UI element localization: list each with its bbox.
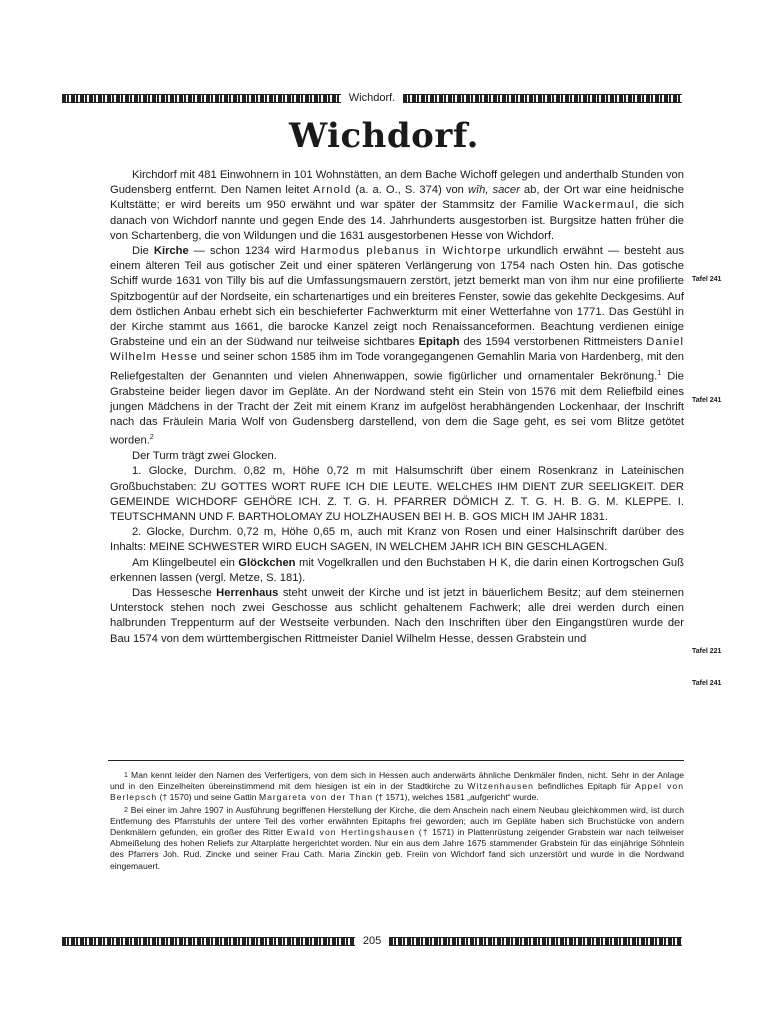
text-run: Das Hessesche bbox=[132, 586, 217, 599]
text-run: († 1571), welches 1581 „aufgericht“ wurde. bbox=[373, 792, 539, 803]
emphasized-text: Glöckchen bbox=[238, 556, 296, 569]
page-number: 205 bbox=[362, 935, 382, 947]
text-run: Die Grabsteine beider liegen davor im Gepläte. An der Nordwand steht ein Stein von 1576 mit dem Reliefbild eines jungen Mädchens in der Tracht der Zeit mit einem Kranz im aufgelöst herabhängenden Lockenhaar, der Inschrift nach das Fräulein Maria Wolf von Gudensberg darstellend, von dem die Sage geht, es sei vom Blitze getötet worden. bbox=[110, 370, 684, 447]
paragraph bbox=[110, 449, 684, 464]
emphasized-text: wîh, sacer bbox=[467, 184, 520, 197]
margin-note-plate-4: Tafel 241 bbox=[692, 680, 722, 687]
page-title: Wichdorf. bbox=[288, 116, 480, 156]
emphasized-text: Herrenhaus bbox=[216, 586, 279, 599]
text-run: steht unweit der Kirche und ist jetzt in bäuerlichem Besitz; auf dem steinernen Unterstock stehen noch zwei Geschosse aus schlicht gehaltenem Fachwerk; alle drei werden durch einen halbrunden Treppenturm auf der Westseite verbunden. Nach den Inschriften über den Eingangstüren wurde der Bau 1574 von dem württembergischen Rittmeister Daniel Wilhelm Hesse, dessen Grabstein und bbox=[110, 586, 684, 645]
emphasized-text: Epitaph bbox=[418, 336, 460, 349]
right-ornament bbox=[403, 94, 682, 103]
right-ornament bbox=[389, 937, 682, 946]
text-run: des 1594 verstorbenen Rittmeisters bbox=[459, 336, 647, 349]
footnote-divider bbox=[108, 760, 684, 761]
emphasized-text: Margareta von der Than bbox=[258, 792, 374, 803]
text-run: , die sich danach von Wichdorf nannte und gegen Ende des 14. Jahrhunderts ausgestorben ist. Burgsitze hatten früher die von Schartenberg, die von Wildungen und die 1631 ausgestorbenen Hesse von Wichdorf. bbox=[110, 199, 684, 242]
footnote-reference: 2 bbox=[149, 434, 154, 442]
text-run: Kirchdorf mit 481 Einwohnern in 101 Wohnstätten, an dem Bache Wichoff gelegen und anderthalb Stunden von Gudensberg entfernt. Den Namen leitet bbox=[110, 169, 684, 197]
margin-note-plate-2: Tafel 241 bbox=[692, 397, 722, 404]
text-run: Der Turm trägt zwei Glocken. bbox=[132, 450, 277, 463]
paragraph bbox=[110, 525, 684, 555]
emphasized-text: Appel von Berlepsch bbox=[110, 781, 684, 803]
paragraph bbox=[110, 244, 684, 449]
text-run: 1. Glocke, Durchm. 0,82 m, Höhe 0,72 m mit Halsumschrift über einem Rosenkranz in Lateinischen Großbuchstaben: ZU GOTTES WORT RUFE ICH DIE LEUTE. WELCHES IHM DIENT ZUR SEELIGKEIT. DER GEMEINDE WICHDORF GEHÖRE ICH. Z. T. G. H. PFARRER DÖMICH Z. T. G. H. B. G. M. KLEPPE. I. TEUTSCHMANN UND F. BARTHOLOMAY ZU HOLZHAUSEN BEI H. B. GOS MICH IM JAHR 1831. bbox=[110, 465, 684, 523]
paragraph bbox=[110, 464, 684, 525]
emphasized-text: Daniel Wilhelm Hesse bbox=[110, 336, 684, 364]
text-run: Die bbox=[132, 245, 154, 258]
margin-note-plate-3: Tafel 221 bbox=[692, 648, 722, 655]
footnote-mark: 2 bbox=[124, 806, 128, 814]
paragraph bbox=[110, 556, 684, 586]
text-run: mit Vogelkrallen und den Buchstaben H K, die darin einen Kortrogschen Guß erkennen lassen (vergl. Metze, S. 181). bbox=[110, 556, 684, 584]
footnote-reference: 1 bbox=[657, 369, 662, 377]
text-run: und seiner schon 1585 ihm im Tode vorangegangenen Gemahlin Maria von Hardenberg, mit den Reliefgestalten der Genannten und vielen Ahnenwappen, sowie figürlicher und ornamentaler Bekrönung. bbox=[110, 351, 684, 383]
left-ornament bbox=[62, 94, 341, 103]
left-ornament bbox=[62, 937, 355, 946]
footnote bbox=[110, 770, 684, 804]
footnotes bbox=[110, 770, 684, 873]
footnote-mark: 1 bbox=[124, 772, 128, 779]
emphasized-text: Witzenhausen bbox=[467, 781, 534, 792]
running-head: Wichdorf. bbox=[348, 92, 396, 104]
emphasized-text: Harmodus plebanus in Wichtorpe bbox=[300, 245, 502, 258]
emphasized-text: Wackermaul bbox=[563, 199, 636, 212]
text-run: — schon 1234 wird bbox=[188, 245, 301, 258]
text-run: urkundlich erwähnt — besteht aus einem älteren Teil aus gotischer Zeit und einer späteren Verlängerung von 1754 nach Osten hin. Das gotische Schiff wurde 1631 von Tilly bis auf die Umfassungsmauern zerstört, jetzt bemerkt man von ihm nur eine profilierte Spitzbogentür auf der Nordseite, ein schartenartiges und ein breiteres Fenster, sowie das gekehlte Deckgesims. Auf dem östlichen Anbau erhebt sich ein beschieferter Fachwerkturm mit einer Wetterfahne von 1771. Das Gestühl in der Kirche stammt aus 1661, die barocke Kanzel zeigt noch Renaissanceformen. Beachtung verdienen einige Grabsteine und ein an der Südwand nur teilweise sichtbares bbox=[110, 245, 684, 349]
footer-ornament-band bbox=[62, 935, 682, 947]
emphasized-text: Ewald von Hertingshausen bbox=[286, 827, 416, 838]
header-ornament-band bbox=[62, 92, 682, 104]
text-run: 2. Glocke, Durchm. 0,72 m, Höhe 0,65 m, auch mit Kranz von Rosen und einer Halsinschrift darüber des Inhalts: MEINE SCHWESTER WIRD EUCH SAGEN, IN WELCHEM JAHR ICH BIN GESCHLAGEN. bbox=[110, 526, 684, 554]
text-run: († 1570) und seine Gattin bbox=[157, 792, 259, 803]
emphasized-text: Kirche bbox=[153, 245, 189, 258]
emphasized-text: Arnold bbox=[313, 184, 352, 197]
paragraph bbox=[110, 586, 684, 647]
text-run: Am Klingelbeutel ein bbox=[132, 556, 239, 569]
text-run: Man kennt leider den Namen des Verfertigers, von dem sich in Hessen auch anderwärts ähnliche Denkmäler finden, nicht. Sehr in der Anlage und in den Einzelheiten übereinstimmend mit dem hiesigen ist ein in der Stadtkirche zu bbox=[110, 770, 684, 792]
text-run: († 1571) in Plattenrüstung zeigender Grabstein war nach teilweiser Abmeißelung des hohen Reliefs zur Altarplatte hergerichtet worden. Nur ein aus dem Jahre 1675 stammender Grabstein für das einjährige Söhnlein des Pfarrers Joh. Rud. Zincke und seiner Frau Cath. Maria Zinckin geb. Freiin von Wichdorf fand sich unzerstört und wurde in die Nordwand eingemauert. bbox=[110, 827, 684, 871]
text-run: befindliches Epitaph für bbox=[533, 781, 635, 792]
footnote bbox=[110, 805, 684, 872]
main-text bbox=[110, 168, 684, 647]
text-run: (a. a. O., S. 374) von bbox=[351, 184, 468, 197]
text-run: ab, der Ort war eine heidnische Kultstätte; er wird bereits um 950 erwähnt und war später der Stammsitz der Familie bbox=[110, 184, 685, 212]
margin-note-plate-1: Tafel 241 bbox=[692, 276, 722, 283]
text-run: Bei einer im Jahre 1907 in Ausführung begriffenen Herstellung der Kirche, die dem Anschein nach einem Neubau gleichkommen wird, ist durch Entfernung des Pfarrstuhls der untere Teil des vorher erwähnten Epitaphs frei geworden; auch im Gepläte haben sich Bruchstücke von andern Denkmälern gefunden, ein großer des Ritter bbox=[110, 804, 684, 838]
paragraph bbox=[110, 168, 684, 244]
